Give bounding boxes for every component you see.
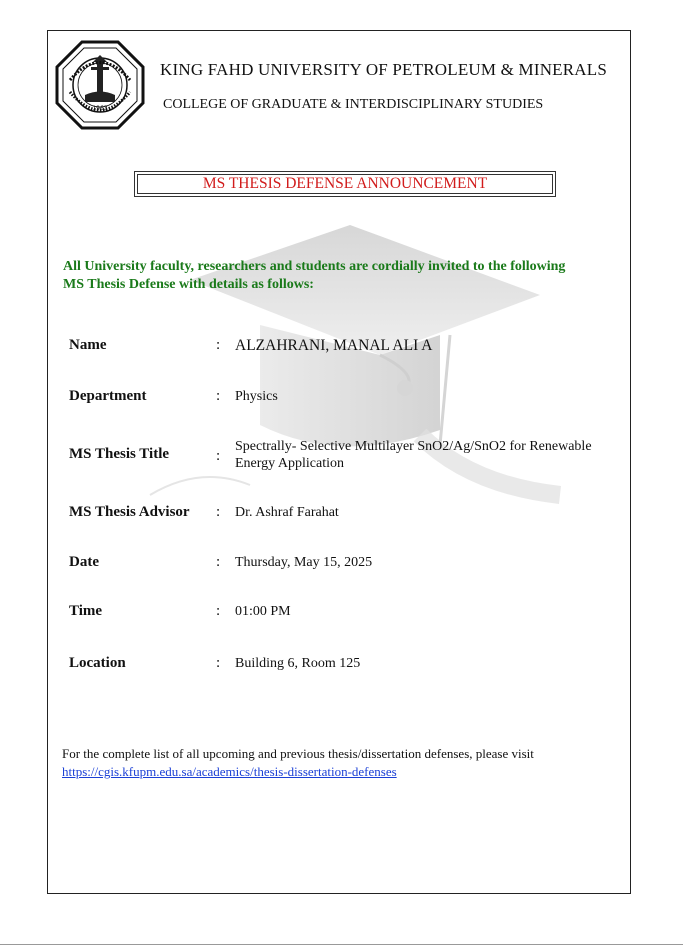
detail-value-location: Building 6, Room 125 [235, 656, 361, 671]
detail-colon: : [216, 504, 221, 520]
detail-colon: : [216, 388, 221, 404]
defenses-link[interactable]: https://cgis.kfupm.edu.sa/academics/thesis-dissertation-defenses [62, 764, 397, 779]
detail-colon: : [216, 554, 221, 570]
college-name: COLLEGE OF GRADUATE & INTERDISCIPLINARY STUDIES [163, 97, 544, 112]
page-bottom-divider [0, 944, 683, 945]
detail-label: Department [69, 388, 147, 404]
logo-year: 1963 [92, 105, 108, 112]
announcement-title-box [134, 171, 556, 197]
footer-text: For the complete list of all upcoming and previous thesis/dissertation defenses, please visit [62, 746, 534, 761]
detail-value-name: ALZAHRANI, MANAL ALI A [235, 337, 433, 354]
detail-value-time: 01:00 PM [235, 604, 291, 619]
detail-label: MS Thesis Title [69, 446, 170, 462]
detail-value-date: Thursday, May 15, 2025 [235, 555, 373, 570]
detail-label: Location [69, 655, 126, 671]
university-logo [55, 40, 145, 130]
university-name: KING FAHD UNIVERSITY OF PETROLEUM & MINERALS [160, 60, 608, 79]
detail-value-thesis-title: Spectrally- Selective Multilayer SnO2/Ag/SnO2 for Renewable Energy Application [235, 439, 592, 471]
detail-value-department: Physics [235, 389, 278, 404]
detail-colon: : [216, 603, 221, 619]
detail-value-advisor: Dr. Ashraf Farahat [235, 505, 339, 520]
detail-colon: : [216, 655, 221, 671]
detail-label: Date [69, 554, 99, 570]
detail-label: MS Thesis Advisor [69, 504, 190, 520]
detail-colon: : [216, 448, 221, 464]
detail-label: Time [69, 603, 103, 619]
detail-colon: : [216, 337, 221, 353]
announcement-title: MS THESIS DEFENSE ANNOUNCEMENT [137, 174, 553, 194]
detail-label: Name [69, 337, 107, 353]
invitation-text: All University faculty, researchers and students are cordially invited to the following MS Thesis Defense with details as follows: [63, 259, 566, 292]
